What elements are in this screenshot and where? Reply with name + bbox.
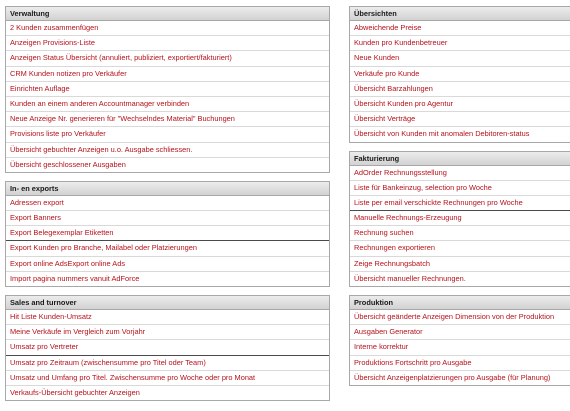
menu-item-hit-liste-kunden-umsatz[interactable]: Hit Liste Kunden-Umsatz [6, 310, 329, 325]
panel-sales-and-turnover [5, 295, 330, 401]
panel-header-uebersichten: Übersichten [350, 7, 570, 21]
menu-item-abweichende-preise[interactable]: Abweichende Preise [350, 21, 570, 36]
menu-item-anzeigen-status-uebersicht[interactable]: Anzeigen Status Übersicht (annuliert, publiziert, exportiert/fakturiert) [6, 51, 329, 66]
menu-item-export-belegexemplar-etiketten[interactable]: Export Belegexemplar Etiketten [6, 226, 329, 241]
panel-produktion [349, 295, 570, 386]
menu-item-provisions-liste-pro-verkaeufer[interactable]: Provisions liste pro Verkäufer [6, 127, 329, 142]
menu-item-uebersicht-anzeigenplatzierungen[interactable]: Übersicht Anzeigenplatzierungen pro Ausgabe (für Planung) [354, 372, 551, 382]
menu-item-export-online-ads[interactable]: Export online AdsExport online Ads [6, 257, 329, 272]
menu-item-rechnung-suchen[interactable]: Rechnung suchen [350, 226, 570, 241]
menu-item-import-pagina-nummers[interactable]: Import pagina nummers vanuit AdForce [10, 273, 140, 283]
menu-item-umsatz-pro-vertreter[interactable]: Umsatz pro Vertreter [6, 340, 329, 355]
menu-item-export-banners[interactable]: Export Banners [6, 211, 329, 226]
menu-item-uebersicht-manueller-rechnungen[interactable]: Übersicht manueller Rechnungen. [354, 273, 466, 283]
menu-item-liste-email-rechnungen[interactable]: Liste per email verschickte Rechnungen pro Woche [350, 196, 570, 211]
panel-verwaltung [5, 6, 330, 173]
menu-item-zeige-rechnungsbatch[interactable]: Zeige Rechnungsbatch [350, 257, 570, 272]
menu-item-einrichten-auflage[interactable]: Einrichten Auflage [6, 82, 329, 97]
menu-item-uebersicht-gebuchter-anzeigen-schliessen[interactable]: Übersicht gebuchter Anzeigen u.o. Ausgabe schliessen. [6, 143, 329, 158]
left-column [5, 6, 330, 409]
menu-item-kunden-pro-kundenbetreuer[interactable]: Kunden pro Kundenbetreuer [350, 36, 570, 51]
menu-item-uebersicht-geschlossener-ausgaben[interactable]: Übersicht geschlossener Ausgaben [10, 159, 126, 169]
menu-item-export-kunden-pro-branche[interactable]: Export Kunden pro Branche, Mailabel oder Platzierungen [6, 241, 329, 256]
menu-item-rechnungen-exportieren[interactable]: Rechnungen exportieren [350, 241, 570, 256]
panel-header-verwaltung: Verwaltung [6, 7, 329, 21]
menu-item-verkaeufe-pro-kunde[interactable]: Verkäufe pro Kunde [350, 67, 570, 82]
panel-header-sales-and-turnover: Sales and turnover [6, 296, 329, 310]
panel-fakturierung [349, 151, 570, 288]
menu-item-uebersicht-anomale-debitoren[interactable]: Übersicht von Kunden mit anomalen Debitoren-status [354, 129, 530, 139]
menu-item-kunden-zusammenfuegen[interactable]: 2 Kunden zusammenfügen [6, 21, 329, 36]
menu-item-interne-korrektur[interactable]: Interne korrektur [350, 340, 570, 355]
menu-item-ausgaben-generator[interactable]: Ausgaben Generator [350, 325, 570, 340]
menu-item-crm-kunden-notizen[interactable]: CRM Kunden notizen pro Verkäufer [6, 67, 329, 82]
menu-item-liste-bankeinzug[interactable]: Liste für Bankeinzug, selection pro Woche [350, 181, 570, 196]
panel-header-produktion: Produktion [350, 296, 570, 310]
menu-item-umsatz-und-umfang-pro-titel[interactable]: Umsatz und Umfang pro Titel. Zwischensumme pro Woche oder pro Monat [6, 371, 329, 386]
menu-item-neue-anzeige-nr-generieren[interactable]: Neue Anzeige Nr. generieren für "Wechselndes Material" Buchungen [6, 112, 329, 127]
panel-in-en-exports [5, 181, 330, 287]
menu-item-umsatz-pro-zeitraum[interactable]: Umsatz pro Zeitraum (zwischensumme pro Titel oder Team) [6, 356, 329, 371]
menu-item-uebersicht-barzahlungen[interactable]: Übersicht Barzahlungen [350, 82, 570, 97]
panel-uebersichten [349, 6, 570, 143]
menu-item-neue-kunden[interactable]: Neue Kunden [350, 51, 570, 66]
menu-item-uebersicht-kunden-pro-agentur[interactable]: Übersicht Kunden pro Agentur [350, 97, 570, 112]
menu-item-kunden-accountmanager-verbinden[interactable]: Kunden an einem anderen Accountmanager verbinden [6, 97, 329, 112]
menu-item-adorder-rechnungsstellung[interactable]: AdOrder Rechnungsstellung [350, 166, 570, 181]
menu-item-anzeigen-provisions-liste[interactable]: Anzeigen Provisions-Liste [6, 36, 329, 51]
menu-item-verkaufs-uebersicht[interactable]: Verkaufs-Übersicht gebuchter Anzeigen [10, 387, 140, 397]
menu-item-adressen-export[interactable]: Adressen export [6, 196, 329, 211]
menu-item-meine-verkaeufe-vorjahr[interactable]: Meine Verkäufe im Vergleich zum Vorjahr [6, 325, 329, 340]
right-column [349, 6, 570, 394]
menu-item-uebersicht-vertraege[interactable]: Übersicht Verträge [350, 112, 570, 127]
menu-item-manuelle-rechnungs-erzeugung[interactable]: Manuelle Rechnungs-Erzeugung [350, 211, 570, 226]
menu-item-produktions-fortschritt[interactable]: Produktions Fortschritt pro Ausgabe [350, 356, 570, 371]
panel-header-in-en-exports: In- en exports [6, 182, 329, 196]
menu-item-uebersicht-geaenderte-anzeigen-dimension[interactable]: Übersicht geänderte Anzeigen Dimension von der Produktion [350, 310, 570, 325]
panel-header-fakturierung: Fakturierung [350, 152, 570, 166]
